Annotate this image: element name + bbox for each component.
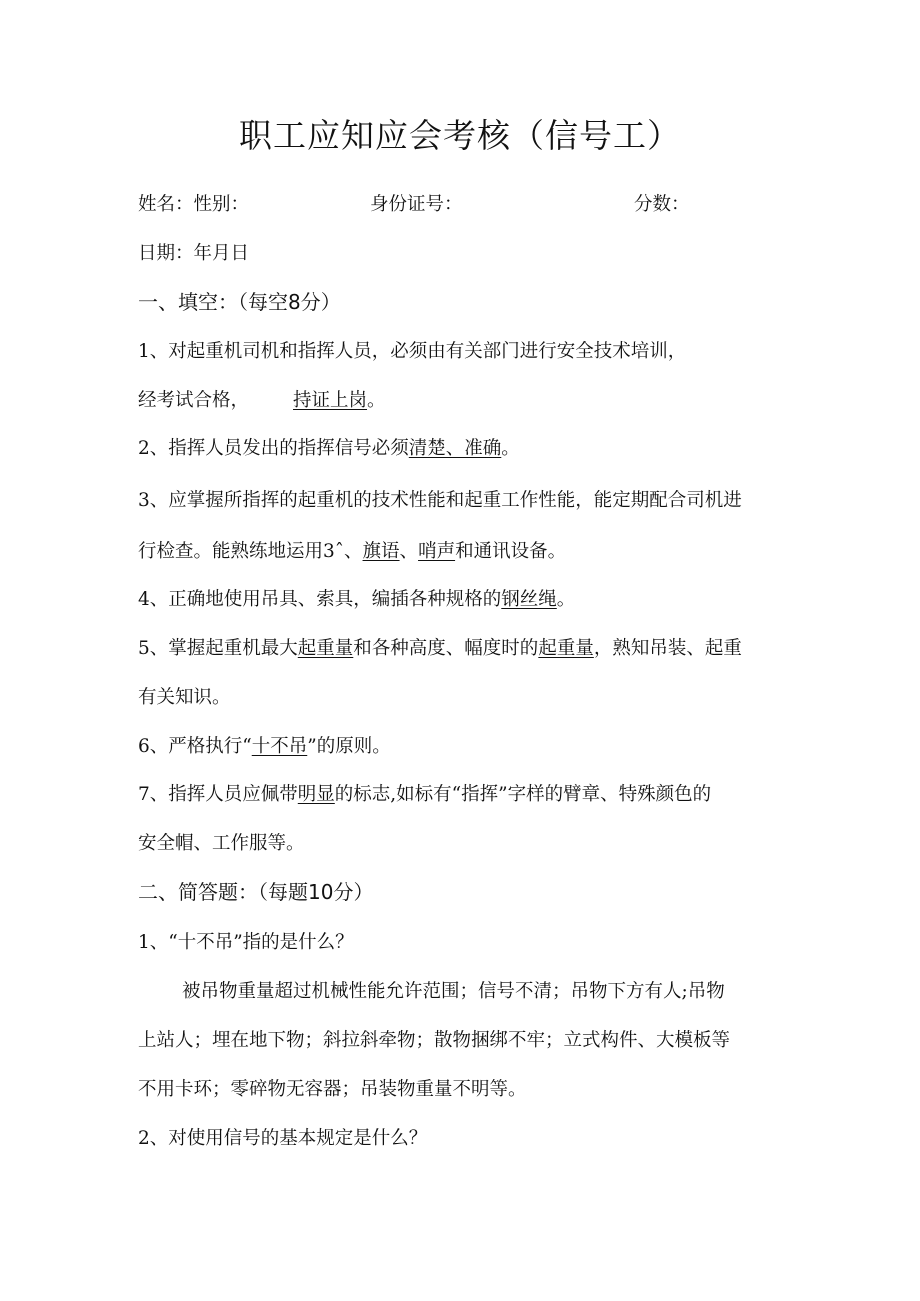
sa1-answer-line3: 不用卡环；零碎物无容器；吊装物重量不明等。 xyxy=(138,1079,527,1100)
q3-answer-2: 哨声 xyxy=(418,541,456,562)
q5-text-end: ，熟知吊装、起重 xyxy=(593,638,742,659)
q6-text: 6、严格执行“ xyxy=(138,736,252,757)
q4-text: 4、正确地使用吊具、索具，编插各种规格的 xyxy=(138,589,502,610)
q7-line1 xyxy=(138,780,788,806)
q2-answer: 清楚、准确 xyxy=(408,438,502,459)
q6-answer: 十不吊 xyxy=(251,736,308,757)
q5-answer-2: 起重量 xyxy=(538,638,594,659)
q1-text: 经考试合格， xyxy=(138,390,250,411)
q4-line xyxy=(138,585,788,611)
page-title: 职工应知应会考核（信号工） xyxy=(239,116,681,155)
q1-line2 xyxy=(138,386,788,412)
section1-heading: 一、填空：（每空8分） xyxy=(138,290,341,314)
q7-answer: 明显 xyxy=(297,784,335,805)
q3-line1: 3、应掌握所指挥的起重机的技术性能和起重工作性能，能定期配合司机进 xyxy=(138,490,742,511)
q4-punct: 。 xyxy=(556,589,576,610)
q6-text-end: ”的原则。 xyxy=(307,736,391,757)
score-label: 分数： xyxy=(634,194,690,215)
q1-line1: 1、对起重机司机和指挥人员，必须由有关部门进行安全技术培训， xyxy=(138,341,687,362)
q4-answer: 钢丝绳 xyxy=(501,589,557,610)
q2-punct: 。 xyxy=(501,438,520,459)
q5-line1 xyxy=(138,634,788,660)
q2-line xyxy=(138,434,788,460)
q3-sep: 、 xyxy=(399,541,419,562)
header-row xyxy=(138,190,788,216)
sa1-answer-line1: 被吊物重量超过机械性能允许范围；信号不清；吊物下方有人;吊物 xyxy=(182,981,725,1002)
date-label: 日期：年月日 xyxy=(138,243,250,264)
q7-text: 7、指挥人员应佩带 xyxy=(138,784,298,805)
id-number-label: 身份证号： xyxy=(370,194,463,215)
sa1-question: 1、“十不吊”指的是什么？ xyxy=(138,932,354,953)
q1-punct: 。 xyxy=(367,390,386,411)
sa2-question: 2、对使用信号的基本规定是什么？ xyxy=(138,1128,428,1149)
q3-text-end: 和通讯设备。 xyxy=(455,541,567,562)
q3-text: 行检查。能熟练地运用3ˆ、 xyxy=(138,541,363,562)
q7-line2: 安全帽、工作服等。 xyxy=(138,833,305,854)
q5-text: 5、掌握起重机最大 xyxy=(138,638,298,659)
name-gender-label: 姓名：性别： xyxy=(138,194,250,215)
q3-line2 xyxy=(138,537,788,563)
q5-line2: 有关知识。 xyxy=(138,687,231,708)
sa1-answer-line2: 上站人；埋在地下物；斜拉斜牵物；散物捆绑不牢；立式构件、大模板等 xyxy=(138,1030,731,1051)
q1-answer: 持证上岗 xyxy=(293,390,368,411)
q5-text-mid: 和各种高度、幅度时的 xyxy=(353,638,539,659)
section2-heading: 二、简答题：（每题10分） xyxy=(138,880,374,904)
q7-text-end: 的标志,如标有“指挥”字样的臂章、特殊颜色的 xyxy=(334,784,712,805)
q3-answer-1: 旗语 xyxy=(362,541,400,562)
q2-text: 2、指挥人员发出的指挥信号必须 xyxy=(138,438,409,459)
q6-line xyxy=(138,732,788,758)
q5-answer-1: 起重量 xyxy=(297,638,354,659)
